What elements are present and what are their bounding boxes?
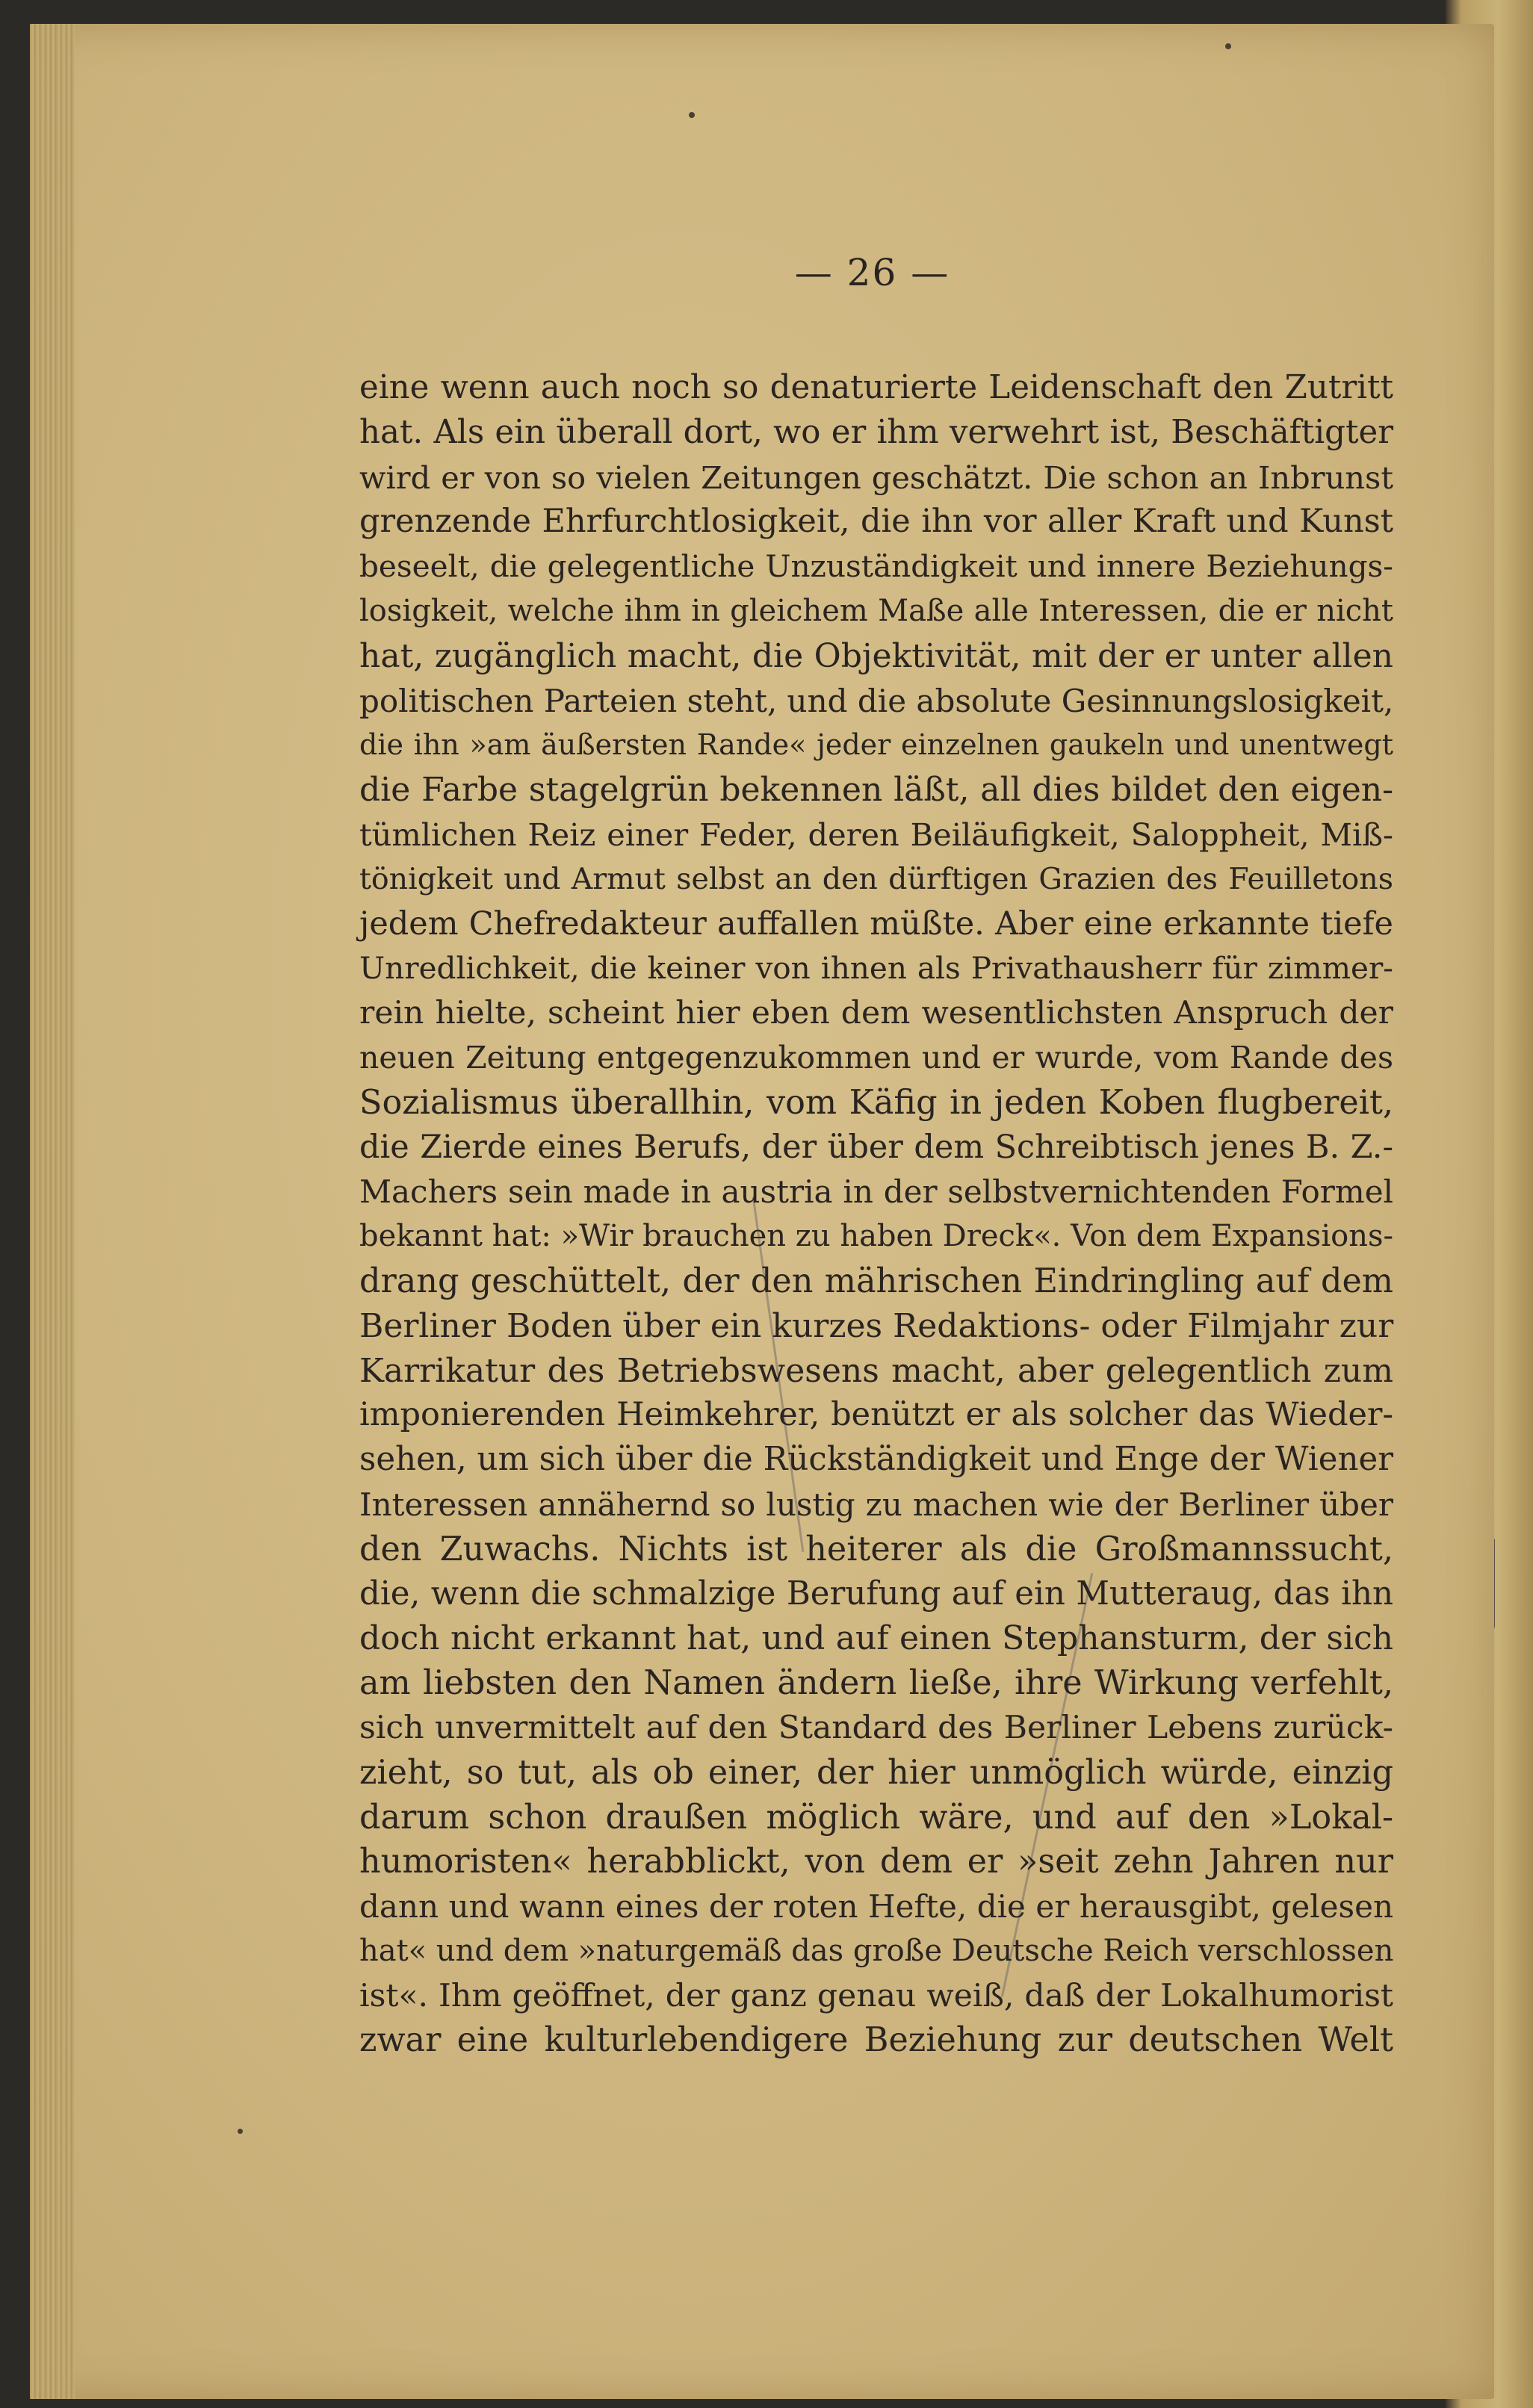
text-line: die Zierde eines Berufs, der über dem Schreibtisch jenes B. Z.- [359,1128,1393,1166]
text-line: tümlichen Reiz einer Feder, deren Beiläufigkeit, Saloppheit, Miß- [359,816,1393,853]
text-line: grenzende Ehrfurchtlosigkeit, die ihn vor aller Kraft und Kunst [359,503,1393,541]
text-line: neuen Zeitung entgegenzukommen und er wurde, vom Rande des [359,1039,1393,1076]
text-line: am liebsten den Namen ändern ließe, ihre Wirkung verfehlt, [359,1664,1393,1703]
text-line: eine wenn auch noch so denaturierte Leidenschaft den Zutritt [359,369,1393,406]
text-line: doch nicht erkannt hat, und auf einen Stephansturm, der sich [359,1619,1393,1658]
text-line: sehen, um sich über die Rückständigkeit und Enge der Wiener [359,1441,1394,1479]
text-line: sich unvermittelt auf den Standard des Berliner Lebens zurück- [359,1709,1393,1746]
text-line: losigkeit, welche ihm in gleichem Maße alle Interessen, die er nicht [359,593,1393,628]
body-text [359,366,1393,2063]
text-line: hat« und dem »naturgemäß das große Deutsche Reich verschlossen [359,1933,1394,1968]
text-line: hat. Als ein überall dort, wo er ihm verwehrt ist, Beschäftigter [359,413,1393,451]
text-line: rein hielte, scheint hier eben dem wesentlichsten Anspruch der [359,995,1393,1032]
text-line: wird er von so vielen Zeitungen geschätzt. Die schon an Inbrunst [359,459,1393,496]
text-line: tönigkeit und Armut selbst an den dürftigen Grazien des Feuilletons [359,861,1393,896]
text-line: imponierenden Heimkehrer, benützt er als solcher das Wieder- [359,1396,1393,1434]
text-line: beseelt, die gelegentliche Unzuständigkeit und innere Beziehungs- [359,548,1393,585]
text-line: die ihn »am äußersten Rande« jeder einzelnen gaukeln und unentwegt [359,728,1393,762]
text-line: politischen Parteien steht, und die absolute Gesinnungslosigkeit, [359,682,1394,719]
text-line: hat, zugänglich macht, die Objektivität, mit der er unter allen [359,636,1393,675]
text-line: drang geschüttelt, der den mährischen Eindringling auf dem [359,1262,1393,1300]
text-line: ist«. Ihm geöffnet, der ganz genau weiß, daß der Lokalhumorist [359,1977,1393,2014]
text-line: Interessen annähernd so lustig zu machen wie der Berliner über [359,1486,1393,1523]
text-line: Karrikatur des Betriebswesens macht, aber gelegentlich zum [359,1351,1393,1390]
text-line: jedem Chefredakteur auffallen müßte. Aber eine erkannte tiefe [359,904,1393,943]
ink-speck [1225,43,1231,49]
text-line: humoristen« herabblickt, von dem er »seit zehn Jahren nur [359,1843,1393,1881]
text-line: Berliner Boden über ein kurzes Redaktions- oder Filmjahr zur [359,1306,1394,1345]
text-line: darum schon draußen möglich wäre, und auf den »Lokal- [359,1798,1393,1837]
text-line: zwar eine kulturlebendigere Beziehung zur deutschen Welt [359,2021,1393,2060]
text-line: die Farbe stagelgrün bekennen läßt, all dies bildet den eigen- [359,771,1393,810]
page-number: — 26 — [794,251,950,294]
text-line: bekannt hat: »Wir brauchen zu haben Dreck«. Von dem Expansions- [359,1219,1393,1254]
text-line: Machers sein made in austria in der selbstvernichtenden Formel [359,1173,1393,1211]
text-line: die, wenn die schmalzige Berufung auf ein Mutteraug, das ihn [359,1574,1393,1613]
ink-speck [238,2129,243,2134]
text-line: zieht, so tut, als ob einer, der hier unmöglich würde, einzig [359,1753,1393,1792]
text-line: den Zuwachs. Nichts ist heiterer als die Großmannssucht, [359,1530,1393,1568]
text-line: Unredlichkeit, die keiner von ihnen als Privathausherr für zimmer- [359,950,1393,987]
ink-speck [689,112,695,118]
page-stack-edge [30,24,75,2399]
text-line: dann und wann eines der roten Hefte, die er herausgibt, gelesen [359,1888,1393,1926]
text-line: Sozialismus überallhin, vom Käfig in jeden Koben flugbereit, [359,1083,1393,1122]
